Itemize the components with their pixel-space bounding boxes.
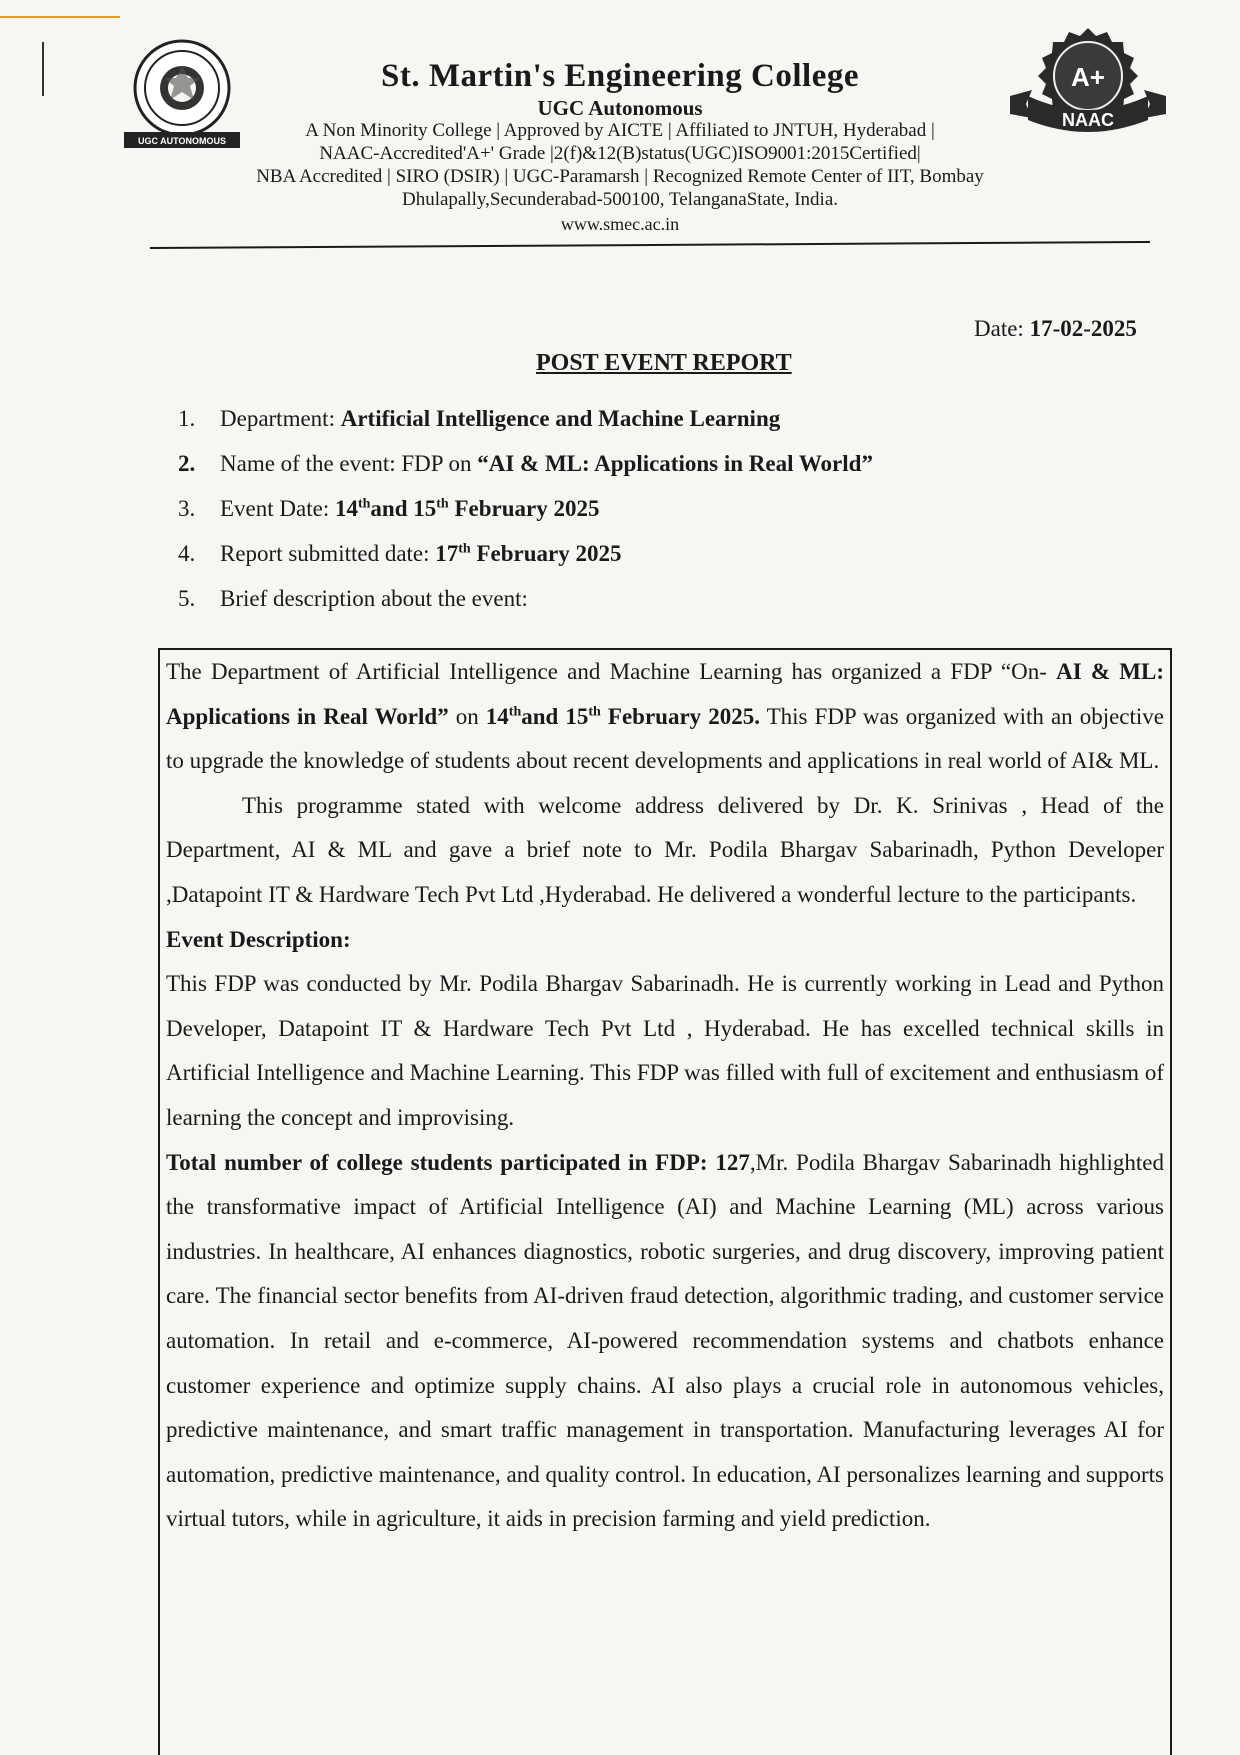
letterhead-line-3: NBA Accredited | SIRO (DSIR) | UGC-Paramarsh | Recognized Remote Center of IIT, Bombay <box>256 166 984 187</box>
college-name: St. Martin's Engineering College <box>381 58 859 94</box>
description-paragraph-1 <box>166 650 1164 784</box>
item-number: 4. <box>178 541 196 566</box>
description-paragraph-4 <box>166 1141 1164 1542</box>
event-day-2: and 15 <box>370 496 437 521</box>
submitted-day: 17 <box>435 541 459 566</box>
p1-event-name: AI & ML: Applications in Real World” <box>166 659 1165 729</box>
item-label: Report submitted date: <box>220 541 430 566</box>
participant-count: Total number of college students participated in FDP: 127 <box>166 1149 750 1175</box>
p4-text: ,Mr. Podila Bhargav Sabarinadh highlighted the transformative impact of Artificial Intelligence (AI) and Machine Learning (ML) across various industries. In healthcare, AI enhances diagnostics, robotic surgeries, and drug discovery, improving patient care. The financial sector benefits from AI-driven fraud detection, algorithmic trading, and customer service automation. In retail and e-commerce, AI-powered recommendation systems and chatbots enhance customer experience and optimize supply chains. AI also plays a crucial role in autonomous vehicles, predictive maintenance, and smart traffic management in transportation. Manufacturing leverages AI for automation, predictive maintenance, and quality control. In education, AI personalizes learning and supports virtual tutors, while in agriculture, it aids in precision farming and yield prediction. <box>166 1149 1164 1532</box>
letterhead-line-1: A Non Minority College | Approved by AICTE | Affiliated to JNTUH, Hyderabad | <box>305 120 935 141</box>
item-label: Name of the event: FDP on <box>220 451 472 476</box>
item-value: “AI & ML: Applications in Real World” <box>477 451 873 476</box>
event-month-year: February 2025 <box>454 496 600 521</box>
item-value: Artificial Intelligence and Machine Learning <box>340 406 781 431</box>
p1-month-year: February 2025. <box>607 703 760 729</box>
p1-day-2: and 15 <box>521 703 589 729</box>
report-title: POST EVENT REPORT <box>536 350 792 376</box>
seal-label: UGC AUTONOMOUS <box>137 136 227 146</box>
ordinal-suffix: th <box>357 496 371 512</box>
letterhead-line-2: NAAC-Accredited'A+' Grade |2(f)&12(B)status(UGC)ISO9001:2015Certified| <box>319 143 921 164</box>
date-value: 17-02-2025 <box>1029 316 1137 341</box>
item-label: Brief description about the event: <box>220 586 528 611</box>
naac-label: NAAC <box>1062 110 1114 130</box>
p1-day-1: 14 <box>485 703 509 729</box>
item-number: 2. <box>178 451 196 476</box>
ordinal-suffix: th <box>436 496 449 512</box>
item-number: 3. <box>178 496 196 521</box>
item-label: Department: <box>220 406 335 431</box>
description-paragraph-3: This FDP was conducted by Mr. Podila Bhargav Sabarinadh. He is currently working in Lead and Python Developer, Datapoint IT & Hardware Tech Pvt Ltd , Hyderabad. He has excelled technical skills in Artificial Intelligence and Machine Learning. This FDP was filled with full of excitement and enthusiasm of learning the concept and improvising. <box>166 971 1164 1130</box>
ordinal-suffix: th <box>508 703 522 719</box>
submitted-month-year: February 2025 <box>476 541 622 566</box>
p1-text: The Department of Artificial Intelligence and Machine Learning has organized a FDP “On- <box>166 659 1047 684</box>
p1-text: on <box>455 703 479 729</box>
date-label: Date: <box>974 316 1024 341</box>
letterhead-address: Dhulapally,Secunderabad-500100, TelanganaState, India. <box>401 189 839 210</box>
item-number: 1. <box>178 406 196 431</box>
item-label: Event Date: <box>220 496 330 521</box>
grade-label: A+ <box>1071 62 1105 92</box>
letterhead-website: www.smec.ac.in <box>560 214 680 234</box>
event-description-heading: Event Description: <box>166 926 351 952</box>
ordinal-suffix: th <box>588 703 601 719</box>
p1-text: This FDP was organized with an objective to upgrade the knowledge of students about recent developments and applications in real world of AI& ML. <box>166 703 1165 774</box>
event-description <box>166 650 1164 1542</box>
college-status: UGC Autonomous <box>537 96 703 120</box>
report-date <box>974 316 1137 342</box>
event-day-1: 14 <box>334 496 358 521</box>
ordinal-suffix: th <box>458 541 471 557</box>
page-edge-mark <box>0 16 120 18</box>
description-paragraph-2: This programme stated with welcome address delivered by Dr. K. Srinivas , Head of the Department, AI & ML and gave a brief note to Mr. Podila Bhargav Sabarinadh, Python Developer ,Datapoint IT & Hardware Tech Pvt Ltd ,Hyderabad. He delivered a wonderful lecture to the participants. <box>166 792 1164 907</box>
letterhead-divider <box>150 241 1150 249</box>
item-number: 5. <box>178 586 196 611</box>
